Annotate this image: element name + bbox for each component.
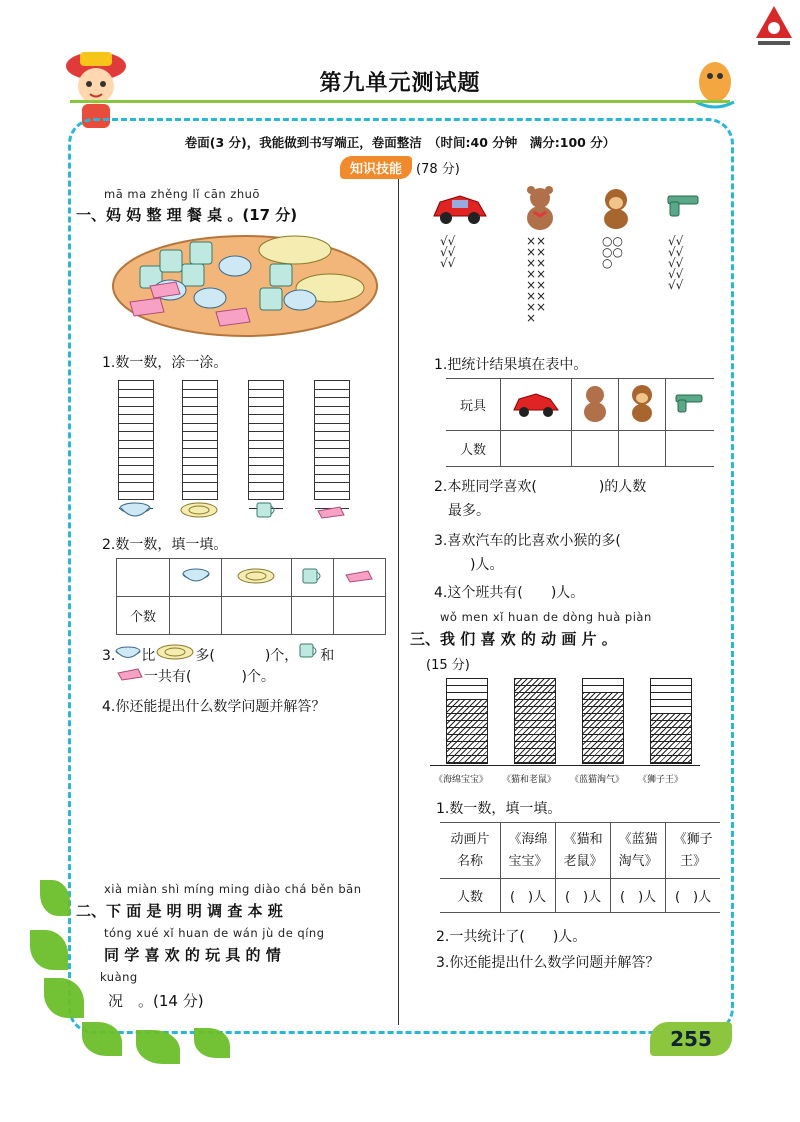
teddy-bear-icon xyxy=(520,184,560,234)
teddy-bear-icon xyxy=(578,383,612,423)
part1-q4: 4.你还能提出什么数学问题并解答？ xyxy=(102,699,326,715)
name-1b: 宝宝》 xyxy=(508,853,548,869)
row-label-people: 人数 xyxy=(440,879,501,913)
q3-total: 一共有( xyxy=(144,669,192,685)
part3-cartoon-table xyxy=(440,822,720,913)
q3-ge: )个， xyxy=(264,648,299,664)
dinner-table-illustration xyxy=(110,228,380,338)
bowl-icon xyxy=(115,646,141,660)
part1-q4-answer-area[interactable] xyxy=(104,722,384,872)
chart-category-label: 《海绵宝宝》 xyxy=(434,775,489,785)
leaf-decoration xyxy=(30,930,68,970)
toy-bear-cell xyxy=(571,379,618,431)
part1-q3-line2 xyxy=(116,666,275,686)
bowl-header-cell xyxy=(170,559,222,597)
q3-ge-end: )个。 xyxy=(241,669,275,685)
part1-q3-line1 xyxy=(102,642,334,665)
part2-q2-line1 xyxy=(434,476,646,496)
plate-icon xyxy=(180,502,218,522)
row-label-people: 人数 xyxy=(446,431,501,467)
chart-bar xyxy=(446,678,488,764)
tally-gun: √√ √√ √√ √√ √√ xyxy=(668,234,684,292)
part3-heading: 三、我 们 喜 欢 的 动 画 片 。 xyxy=(410,630,617,648)
cartoon-name-3 xyxy=(611,823,666,879)
col-header-cartoon-name xyxy=(440,823,501,879)
part3-q2: 2.一共统计了( )人。 xyxy=(436,929,587,945)
leaf-decoration xyxy=(40,880,70,916)
part1-pinyin: mā ma zhěng lǐ cān zhuō xyxy=(104,187,260,201)
chart-baseline xyxy=(430,765,700,766)
answer-cell-plate[interactable] xyxy=(222,597,291,635)
part2-q2-line2: 最多。 xyxy=(448,503,490,519)
tally-car: √√ √√ √√ xyxy=(440,234,456,270)
cartoon-name-1 xyxy=(501,823,556,879)
name-4a: 《狮子 xyxy=(673,831,713,847)
part3-points: (15 分) xyxy=(426,658,470,673)
cup-icon xyxy=(298,642,320,660)
toy-gun-icon xyxy=(664,190,704,224)
section-badge-label: 知识技能 xyxy=(340,156,412,179)
answer-cell-napkin[interactable] xyxy=(333,597,385,635)
q3-number: 3. xyxy=(102,648,116,664)
coloring-column-cup[interactable] xyxy=(248,380,284,500)
chart-category-label: 《猫和老鼠》 xyxy=(502,775,557,785)
cup-icon xyxy=(300,566,324,586)
coloring-column-bowl[interactable] xyxy=(118,380,154,500)
column-divider xyxy=(398,175,399,1025)
tally-bear: ×× ×× ×× ×× ×× ×× ×× × xyxy=(526,234,547,325)
section-badge-points: (78 分) xyxy=(416,162,460,177)
cup-icon xyxy=(254,500,278,524)
cartoon-head-line2: 名称 xyxy=(456,853,483,869)
chart-bar xyxy=(514,678,556,764)
part2-heading-1: 二、下 面 是 明 明 调 查 本 班 xyxy=(76,902,283,920)
section-badge xyxy=(340,156,460,178)
toy-gun-cell xyxy=(665,379,714,431)
chart-bar-gridlines xyxy=(515,679,555,763)
chart-bar-gridlines xyxy=(583,679,623,763)
name-3b: 淘气》 xyxy=(618,853,658,869)
plate-icon xyxy=(236,568,276,584)
part1-q1: 1.数一数，涂一涂。 xyxy=(102,355,228,371)
part3-pinyin: wǒ men xǐ huan de dòng huà piàn xyxy=(440,610,652,624)
page-number: 255 xyxy=(650,1022,732,1056)
toy-gun-icon xyxy=(672,390,708,416)
answer-cell-cartoon-1[interactable]: ( )人 xyxy=(501,879,556,913)
answer-cell-monkey[interactable] xyxy=(618,431,665,467)
cartoon-bar-chart xyxy=(430,678,720,788)
part2-pinyin-1: xià miàn shì míng ming diào chá běn bān xyxy=(104,882,362,896)
chart-bar-gridlines xyxy=(447,679,487,763)
row-label-count: 个数 xyxy=(117,597,170,635)
chart-bar-gridlines xyxy=(651,679,691,763)
name-2b: 老鼠》 xyxy=(563,853,603,869)
answer-cell-car[interactable] xyxy=(501,431,572,467)
answer-cell-cartoon-3[interactable]: ( )人 xyxy=(611,879,666,913)
toy-car-cell xyxy=(501,379,572,431)
cartoon-name-2 xyxy=(556,823,611,879)
answer-cell-bear[interactable] xyxy=(571,431,618,467)
plate-header-cell xyxy=(222,559,291,597)
coloring-column-napkin[interactable] xyxy=(314,380,350,500)
q3-duo: 多( xyxy=(195,648,215,664)
car-icon xyxy=(430,188,490,232)
answer-cell-cup[interactable] xyxy=(291,597,333,635)
part2-q3-line1: 3.喜欢汽车的比喜欢小猴的多( xyxy=(434,533,621,549)
plate-icon xyxy=(155,644,195,660)
name-3a: 《蓝猫 xyxy=(618,831,658,847)
part2-pinyin-2: tóng xué xǐ huan de wán jù de qíng xyxy=(104,926,325,940)
answer-cell-bowl[interactable] xyxy=(170,597,222,635)
name-4b: 王》 xyxy=(680,853,707,869)
napkin-header-cell xyxy=(333,559,385,597)
cup-header-cell xyxy=(291,559,333,597)
cartoon-head-line1: 动画片 xyxy=(450,831,490,847)
part1-q2: 2.数一数，填一填。 xyxy=(102,537,228,553)
q3-text-end: )人。 xyxy=(470,557,504,573)
part3-q3: 3.你还能提出什么数学问题并解答？ xyxy=(436,955,660,971)
part2-toy-table xyxy=(446,378,714,467)
napkin-icon xyxy=(344,569,374,583)
part2-q4: 4.这个班共有( )人。 xyxy=(434,585,585,601)
part2-q1: 1.把统计结果填在表中。 xyxy=(434,357,588,373)
monkey-icon xyxy=(625,383,659,423)
q3-he: 和 xyxy=(320,648,335,664)
napkin-icon xyxy=(316,504,346,523)
leaf-decoration xyxy=(136,1030,180,1064)
name-1a: 《海绵 xyxy=(508,831,548,847)
part2-pinyin-3: kuàng xyxy=(100,970,138,984)
intro-line: 卷面(3 分)，我能做到书写端正，卷面整洁 （时间:40 分钟 满分:100 分） xyxy=(184,135,616,150)
part3-q1: 1.数一数，填一填。 xyxy=(436,801,562,817)
car-icon xyxy=(510,388,562,418)
table-corner-cell xyxy=(117,559,170,597)
part2-q3-line2 xyxy=(448,554,503,574)
q3-bi: 比 xyxy=(141,648,156,664)
answer-cell-gun[interactable] xyxy=(665,431,714,467)
bowl-icon xyxy=(181,568,211,584)
bowl-icon xyxy=(118,502,152,522)
q2-text-a: 2.本班同学喜欢( xyxy=(434,479,537,495)
name-2a: 《猫和 xyxy=(563,831,603,847)
chart-category-label: 《狮子王》 xyxy=(638,775,684,785)
chart-bar xyxy=(650,678,692,764)
toy-monkey-cell xyxy=(618,379,665,431)
answer-cell-cartoon-4[interactable]: ( )人 xyxy=(666,879,720,913)
title-underline xyxy=(70,100,730,103)
napkin-icon xyxy=(116,667,144,681)
coloring-column-plate[interactable] xyxy=(182,380,218,500)
row-label-toy: 玩具 xyxy=(446,379,501,431)
cartoon-name-4 xyxy=(666,823,720,879)
page-title: 第九单元测试题 xyxy=(319,71,481,96)
answer-cell-cartoon-2[interactable]: ( )人 xyxy=(556,879,611,913)
part2-heading-3: 况 。(14 分) xyxy=(108,992,204,1010)
part2-heading-2: 同 学 喜 欢 的 玩 具 的 情 xyxy=(104,946,281,964)
chart-bar xyxy=(582,678,624,764)
part1-count-table xyxy=(116,558,386,635)
tally-monkey: ○○ ○○ ○ xyxy=(602,234,623,270)
q2-text-b: )的人数 xyxy=(598,479,647,495)
publisher-logo xyxy=(752,4,796,48)
chart-category-label: 《蓝猫淘气》 xyxy=(570,775,625,785)
monkey-icon xyxy=(596,186,636,234)
part1-heading: 一、妈 妈 整 理 餐 桌 。(17 分) xyxy=(76,206,298,224)
